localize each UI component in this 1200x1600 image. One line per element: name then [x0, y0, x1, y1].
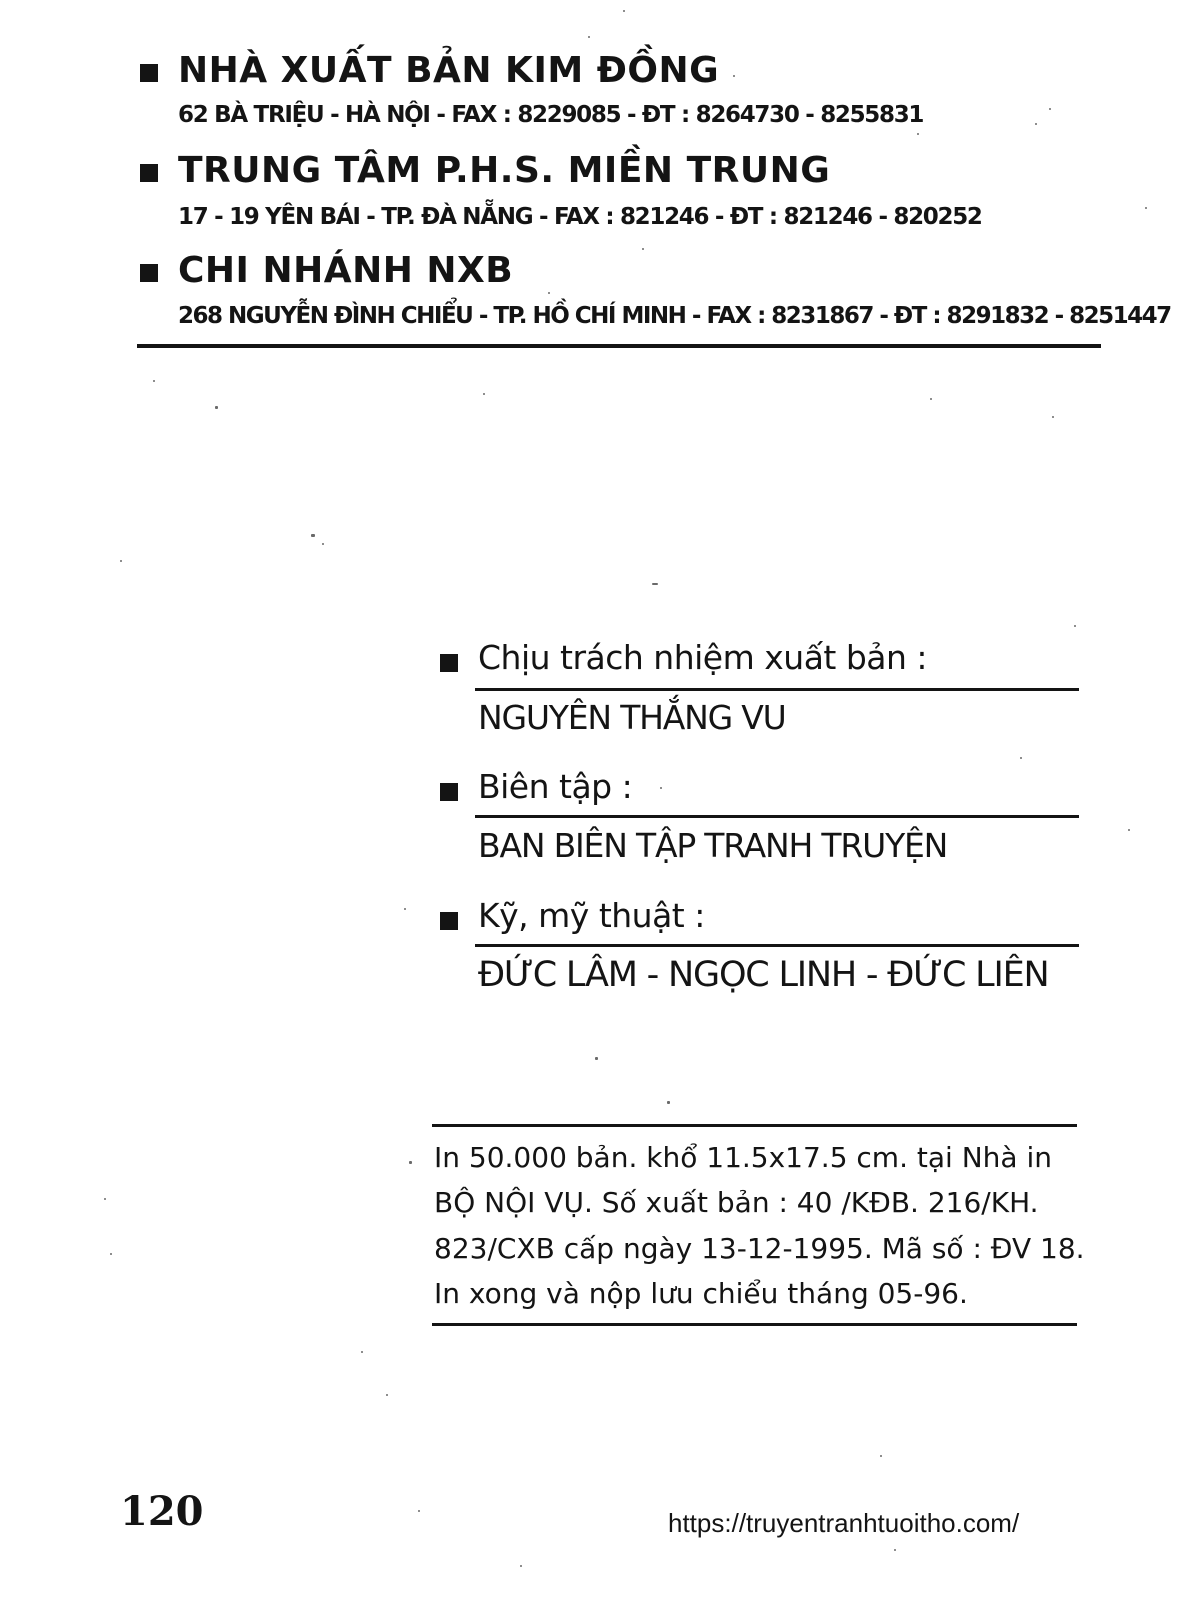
bullet-icon — [440, 783, 458, 801]
credit-label: Chịu trách nhiệm xuất bản : — [478, 638, 928, 677]
publisher-name: CHI NHÁNH NXB — [178, 250, 514, 291]
page-number: 120 — [120, 1488, 204, 1535]
bullet-icon — [140, 64, 158, 82]
credit-label: Biên tập : — [478, 767, 633, 806]
printing-note-line: BỘ NỘI VỤ. Số xuất bản : 40 /KĐB. 216/KH. — [434, 1186, 1039, 1219]
printing-note-line: 823/CXB cấp ngày 13-12-1995. Mã số : ĐV 18. — [434, 1232, 1085, 1265]
bullet-icon — [440, 654, 458, 672]
credit-value: BAN BIÊN TẬP TRANH TRUYỆN — [478, 826, 948, 865]
divider — [432, 1124, 1077, 1127]
publisher-address: 62 BÀ TRIỆU - HÀ NỘI - FAX : 8229085 - ĐT : 8264730 - 8255831 — [178, 102, 924, 128]
credit-label: Kỹ, mỹ thuật : — [478, 896, 705, 935]
publisher-name: TRUNG TÂM P.H.S. MIỀN TRUNG — [178, 150, 831, 191]
divider — [475, 688, 1079, 691]
credit-value: NGUYÊN THẮNG VU — [478, 698, 786, 737]
publisher-address: 17 - 19 YÊN BÁI - TP. ĐÀ NẴNG - FAX : 821246 - ĐT : 821246 - 820252 — [178, 204, 982, 230]
divider — [475, 944, 1079, 947]
publisher-address: 268 NGUYỄN ĐÌNH CHIỂU - TP. HỒ CHÍ MINH - FAX : 8231867 - ĐT : 8291832 - 8251447 — [178, 303, 1171, 329]
bullet-icon — [140, 264, 158, 282]
divider — [475, 815, 1079, 818]
publisher-name: NHÀ XUẤT BẢN KIM ĐỒNG — [178, 50, 720, 91]
divider — [432, 1323, 1077, 1326]
printing-note-line: In 50.000 bản. khổ 11.5x17.5 cm. tại Nhà in — [434, 1141, 1052, 1174]
bullet-icon — [140, 164, 158, 182]
divider — [137, 344, 1101, 348]
source-url[interactable]: https://truyentranhtuoitho.com/ — [668, 1508, 1020, 1538]
printing-note-line: In xong và nộp lưu chiểu tháng 05-96. — [434, 1277, 968, 1310]
bullet-icon — [440, 912, 458, 930]
credit-value: ĐỨC LÂM - NGỌC LINH - ĐỨC LIÊN — [478, 955, 1049, 995]
